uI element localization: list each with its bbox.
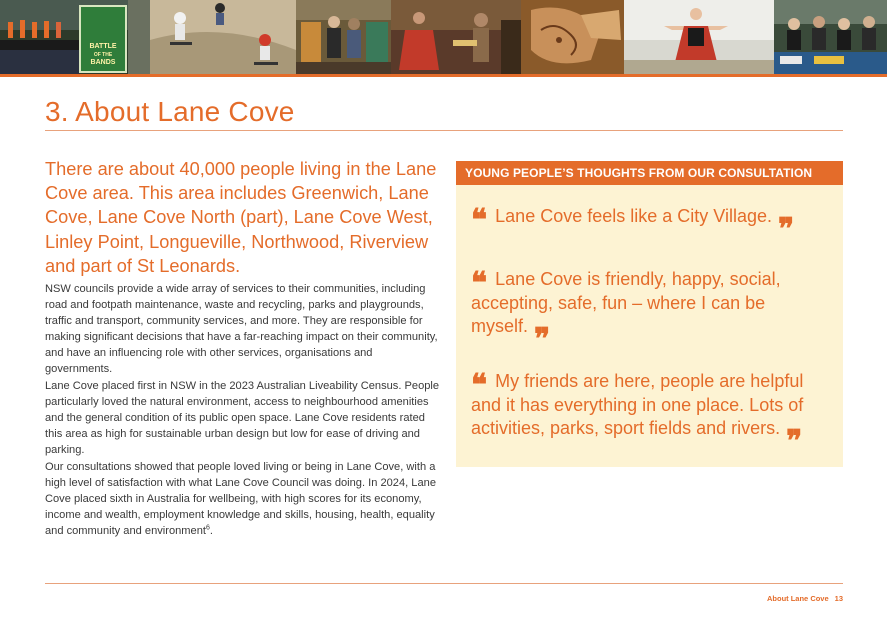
footer-section-label: About Lane Cove [766, 594, 829, 603]
svg-text:BANDS: BANDS [90, 59, 116, 66]
header-accent-bar [0, 74, 887, 77]
page-footer [767, 594, 843, 603]
quote-text: Lane Cove feels like a City Village. [495, 206, 772, 226]
photo-dancer-performance [391, 0, 521, 74]
photo-skateboarding-kids [150, 0, 296, 74]
body-paragraph-consultations-text: Our consultations showed that people loved living or being in Lane Cove, with a high level of satisfaction with what Lane Cove Council was doing. In 2024, Lane Cove placed sixth in Australia for wellbeing, with high scores for its economy, income and wealth, employment knowledge and skills, housing, health, equality and community and environment [45, 461, 436, 537]
footnote-reference: 6 [205, 524, 210, 532]
quote-text: My friends are here, people are helpful and it has everything in one place. Lots of activities, parks, sport fields and rivers. [471, 371, 804, 438]
svg-text:BATTLE: BATTLE [89, 43, 117, 50]
close-quote-icon: ❞ [777, 212, 795, 247]
photo-battle-of-the-bands [0, 0, 150, 74]
paragraph-end-period: . [209, 525, 213, 537]
photo-folk-dancer [624, 0, 774, 74]
open-quote-icon: ❝ [471, 368, 488, 403]
page-number: 13 [834, 594, 843, 603]
quote-friendly-happy [471, 266, 831, 357]
photo-community-stall [774, 0, 887, 74]
footer-divider [45, 583, 843, 584]
close-quote-icon: ❞ [534, 322, 551, 357]
page-title: 3. About Lane Cove [45, 96, 295, 127]
quote-panel-heading: YOUNG PEOPLE’S THOUGHTS FROM OUR CONSULTATION [456, 161, 843, 185]
header-photo-strip [0, 0, 887, 74]
quote-city-village [471, 203, 831, 247]
open-quote-icon: ❝ [471, 266, 488, 301]
open-quote-icon: ❝ [471, 203, 488, 238]
title-divider [45, 130, 843, 131]
body-paragraph-liveability: Lane Cove placed first in NSW in the 2023 Australian Liveability Census. People particularly loved the natural environment, access to neighbourhood amenities and the general condition of its public open space. Lane Cove residents rated this area as high for sustainable urban design but low for ease of driving and parking. [45, 380, 440, 456]
close-quote-icon: ❞ [786, 424, 803, 459]
svg-text:OF THE: OF THE [93, 52, 113, 58]
quote-text: Lane Cove is friendly, happy, social, accepting, safe, fun – where I can be myself. [471, 269, 781, 336]
body-paragraph-consultations [45, 459, 440, 539]
quote-friends-are-here [471, 368, 831, 459]
body-paragraph-services: NSW councils provide a wide array of services to their communities, including road and footpath maintenance, waste and recycling, parks and playgrounds, traffic and transport, community services, and more. They are responsible for making significant decisions that have a far-reaching impact on their community, and have an influencing role with other services, organisations and governments. [45, 283, 438, 375]
photo-henna-art [521, 0, 624, 74]
quote-panel [456, 161, 843, 467]
photo-library-shelves [296, 0, 391, 74]
intro-paragraph: There are about 40,000 people living in the Lane Cove area. This area includes Greenwich, Lane Cove, Lane Cove North (part), Lane Cove West, Linley Point, Longueville, Northwood, Riverview and part of St Leonards. [45, 159, 437, 276]
